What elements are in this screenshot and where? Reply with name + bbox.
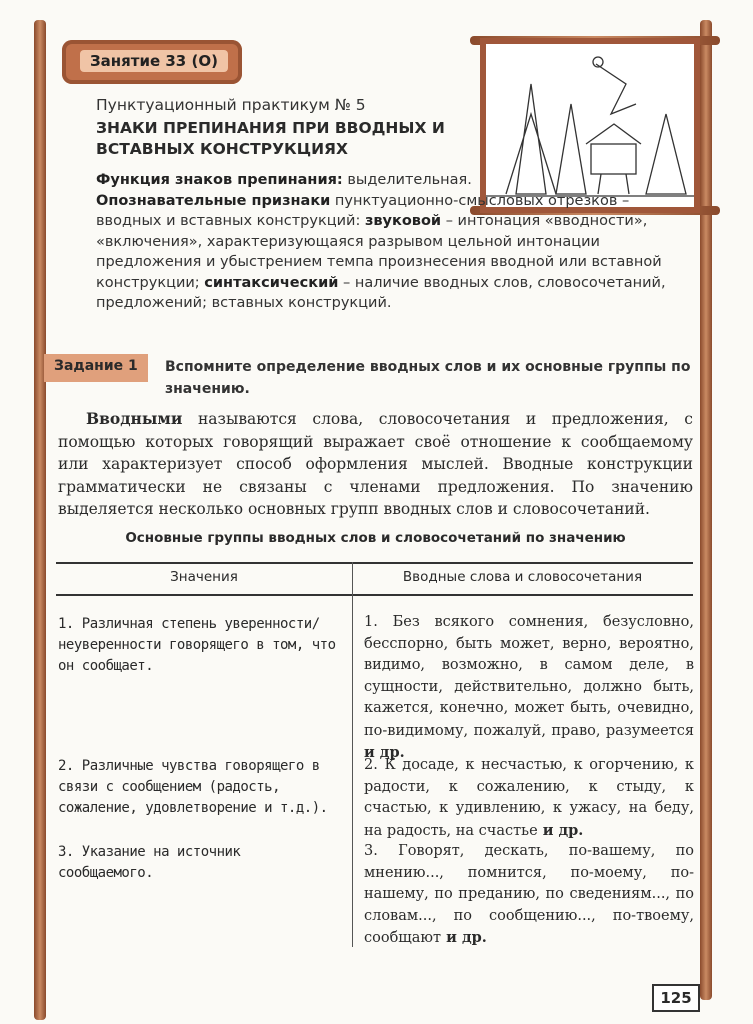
task-text: Вспомните определение вводных слов и их основные группы по значению. [165,359,691,397]
table-header-rule [56,594,693,596]
sound-text: – интонация «вводности», «включения», характеризующаяся разрывом цельной интонации предложения и убыстрением темпа произнесения вводной или вставной конструкции; [96,213,662,291]
page-title: ЗНАКИ ПРЕПИНАНИЯ ПРИ ВВОДНЫХ И ВСТАВНЫХ КОНСТРУКЦИЯХ [96,119,445,158]
definition-text: называются слова, словосочетания и предложения, с помощью которых говорящий выражает своё отношение к сообщаемому или характеризует способ оформления мыслей. Вводные конструкции грамматически не связаны с членами предложения. По значению выделяется несколько основных групп вводных слов и словосочетаний. [58,410,693,518]
lesson-label: Занятие 33 (О) [80,50,228,72]
table-row-2-words [364,755,694,842]
column-divider [352,562,353,947]
table-row-2-meaning: 2. Различные чувства говорящего в связи с сообщением (радость, сожаление, удовлетворение и т.д.). [58,758,328,816]
table-row-3-words [364,841,694,950]
row-2-more: и др. [537,821,584,839]
task-badge: Задание 1 [44,354,148,382]
practicum-subtitle: Пунктуационный практикум № 5 [96,96,366,114]
table-top-rule [56,562,693,564]
row-2-words-text: 2. К досаде, к несчастью, к огорчению, к радости, к сожалению, к стыду, к счастью, к удивлению, к ужасу, на беду, на радость, на счастье [364,757,694,839]
header-words: Вводные слова и словосочетания [402,569,643,585]
syntax-text: – наличие вводных слов, словосочетаний, предложений; вставных конструкций. [96,274,666,311]
row-3-more: и др. [441,929,487,946]
row-1-words-text: 1. Без всякого сомнения, безусловно, бесспорно, быть может, верно, вероятно, видимо, возможно, в самом деле, в сущности, действительно, должно быть, кажется, конечно, может быть, очевидно, по-видимому, пожалуй, право, разумеется [364,614,694,739]
syntax-label: синтаксический [204,274,339,291]
theory-block [96,170,696,314]
page-number: 125 [652,984,700,1012]
table-caption: Основные группы вводных слов и словосочетаний по значению [125,530,626,546]
table-row-3-meaning: 3. Указание на источник сообщаемого. [58,844,241,881]
right-wooden-pole [700,20,712,1000]
sound-label: звуковой [364,213,442,229]
row-1-more: и др. [364,744,405,761]
table-row-1-meaning: 1. Различная степень уверенности/ неуверенности говорящего в том, что он сообщает. [58,616,336,674]
definition-paragraph [58,408,693,521]
table-row-1-words [364,612,694,765]
function-label: Функция знаков препинания: [96,172,343,188]
signs-text: пунктуационно-смысловых отрезков – вводных и вставных конструкций: [96,192,630,229]
signs-label: Опознавательные признаки [96,192,331,209]
lesson-badge [62,40,242,84]
function-text: выделительная. [342,172,472,188]
definition-term: Вводными [86,409,183,428]
header-meanings: Значения [170,569,238,585]
row-3-words-text: 3. Говорят, дескать, по-вашему, по мнению..., помнится, по-моему, по-нашему, по преданию, по сведениям..., по словам..., по сообщению..., по-твоему, сообщают [364,843,694,946]
left-wooden-pole [34,20,46,1020]
